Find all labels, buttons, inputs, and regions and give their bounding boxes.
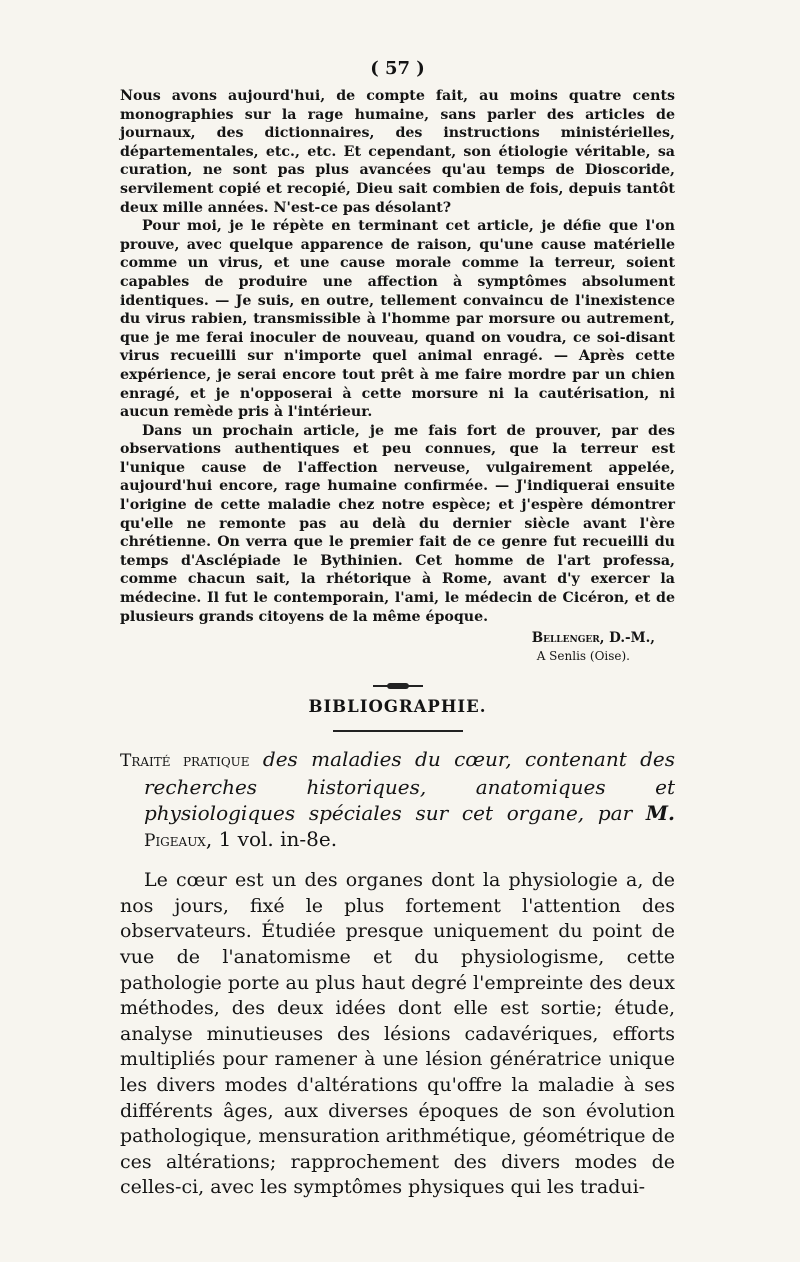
entry-title: des maladies du cœur, contenant des recherches historiques, anatomiques et physiologiques spéciales sur cet organe, par	[144, 747, 675, 826]
bibliography-entry	[120, 746, 675, 854]
paragraph-2: Pour moi, je le répète en terminant cet article, je défie que l'on prouve, avec quelque apparence de raison, qu'une cause matérielle comme un virus, et une cause morale comme la terreur, soient capables de produire une affection à symptômes absolument identiques. — Je suis, en outre, tellement convaincu de l'inexistence du virus rabien, transmissible à l'homme par morsure ou autrement, que je me ferai inoculer de nouveau, quand on voudra, ce soi-disant virus recueilli sur n'importe quel animal enragé. — Après cette expérience, je serai encore tout prêt à me faire mordre par un chien enragé, et je n'opposerai à cette morsure ni la cautérisation, ni aucun remède pris à l'intérieur.	[120, 218, 675, 421]
signature-place: A Senlis (Oise).	[536, 649, 630, 664]
author-signature: Bellenger, D.-M.,	[531, 630, 655, 647]
review-paragraph: Le cœur est un des organes dont la physiologie a, de nos jours, fixé le plus fortement l'attention des observateurs. Étudiée presque uniquement du point de vue de l'anatomisme et du physiologisme, cette pathologie porte au plus haut degré l'empreinte des deux méthodes, des deux idées dont elle est sortie; étude, analyse minutieuses des lésions cadavériques, efforts multipliés pour ramener à une lésion génératrice unique les divers modes d'altérations qu'offre la maladie à ses différents âges, aux diverses époques de son évolution pathologique, mensuration arithmétique, géométrique de ces altérations; rapprochement des divers modes de celles-ci, avec les symptômes physiques qui les tradui-	[120, 869, 675, 1199]
entry-volume: , 1 vol. in-8e.	[205, 827, 338, 852]
paragraph-3: Dans un prochain article, je me fais fort de prouver, par des observations authentiques et peu connues, que la terreur est l'unique cause de l'affection nerveuse, vulgairement appelée, aujourd'hui encore, rage humaine confirmée. — J'indiquerai ensuite l'origine de cette maladie chez notre espèce; et j'espère démontrer qu'elle ne remonte pas au delà du dernier siècle avant l'ère chrétienne. On verra que le premier fait de ce genre fut recueilli du temps d'Asclépiade le Bythinien. Cet homme de l'art professa, comme chacun sait, la rhétorique à Rome, avant d'y exercer la médecine. Il fut le contemporain, l'ami, le médecin de Cicéron, et de plusieurs grands citoyens de la même époque.	[120, 422, 675, 625]
section-heading: BIBLIOGRAPHIE.	[308, 697, 487, 717]
ornament-divider	[373, 685, 423, 687]
page-number: ( 57 )	[370, 58, 425, 79]
article-conclusion	[120, 87, 675, 626]
paragraph-1: Nous avons aujourd'hui, de compte fait, au moins quatre cents monographies sur la rage humaine, sans parler des articles de journaux, des dictionnaires, des instructions ministérielles, départementales, etc., etc. Et cependant, son étiologie véritable, sa curation, ne sont pas plus avancées qu'au temps de Dioscoride, servilement copié et recopié, Dieu sait combien de fois, depuis tantôt deux mille années. N'est-ce pas désolant?	[120, 88, 675, 216]
entry-m: M.	[645, 801, 675, 826]
review-body	[120, 868, 675, 1201]
entry-label: Traité pratique	[120, 751, 250, 772]
entry-author: Pigeaux	[144, 831, 206, 852]
book-page	[120, 58, 675, 1201]
heading-rule	[333, 730, 463, 732]
